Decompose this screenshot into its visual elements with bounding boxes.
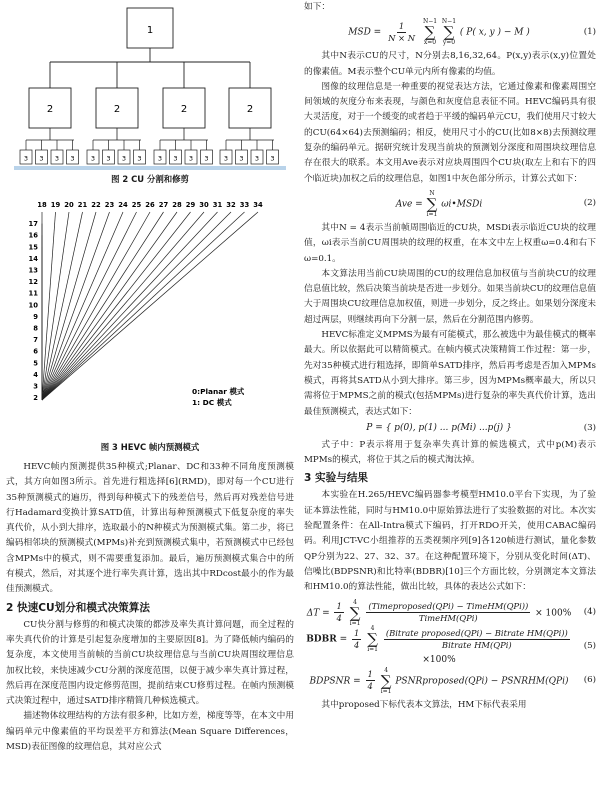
cu-node-root-label: 1 xyxy=(146,25,154,36)
cu-node-level3-label: 3 xyxy=(23,154,29,163)
section-2-heading: 2 快速CU划分和模式决策算法 xyxy=(6,601,150,614)
right-column xyxy=(302,0,600,801)
mode-label: 20 xyxy=(64,201,74,209)
mode-label: 2 xyxy=(33,394,38,403)
mode-ray xyxy=(42,212,110,400)
paragraph-msd-intro: 描述物体纹理结构的方法有很多种，比如方差，梯度等等，在本文中用编码单元中像素值的平均误差平方和算法(Mean Square Differences，MSD)表征图像的纹理信息，其对应公式 xyxy=(6,711,294,753)
section-3-heading: 3 实验与结果 xyxy=(304,472,369,485)
mode-label: 7 xyxy=(33,336,38,345)
paragraph-last: 其中proposed下标代表本文算法，HM下标代表采用 xyxy=(321,699,527,710)
equation-3: P = { p(0), p(1) ... p(Mi) ...p(j) } (3) xyxy=(366,423,596,434)
cu-node-level3-label: 3 xyxy=(204,154,209,163)
mode-ray xyxy=(42,212,258,400)
legend-planar: 0:Planar 模式 xyxy=(192,387,245,396)
cu-node-level2-label: 2 xyxy=(180,104,188,115)
mode-ray xyxy=(42,212,191,400)
mode-label: 33 xyxy=(239,201,250,209)
mode-ray xyxy=(42,212,123,400)
cu-node-level3-label: 3 xyxy=(239,154,244,163)
mode-label: 8 xyxy=(33,324,38,333)
mode-label: 23 xyxy=(104,201,115,209)
paragraph-eq2-explain: 其中N = 4表示当前帧周围临近的CU块，MSDi表示临近CU块的纹理值，ωi表示当前CU周围块的纹理的权重，在本文中左上权重ω=0.4和右下ω=0.1。 xyxy=(304,222,596,264)
paragraph-cu-fast: CU快分割与修剪的和模式决策的都涉及率失真计算问题，而全过程的率失真代价的计算是引起复杂度增加的主要原因[8]。为了降低帧内编码的复杂度，本文使用当前帧的当前CU块纹理信息与当前CU块周围纹理信息加权比较，来快速减少CU分割的深度范围，以便于减少率失真计算过程，然后再在深度范围内设定修剪范围，提前结束CU修剪过程。在帧内预测模式决策过程中，通过SATD排序精简几种候选模式。 xyxy=(6,619,294,707)
mode-label: 34 xyxy=(253,201,263,209)
mode-ray xyxy=(42,212,218,400)
cu-tree-diagram xyxy=(6,0,294,172)
mode-label: 6 xyxy=(33,347,38,356)
cu-node-level3-label: 3 xyxy=(39,154,44,163)
mode-ray xyxy=(42,212,56,400)
mode-label: 16 xyxy=(28,231,38,240)
mode-ray xyxy=(42,212,69,400)
mode-ray xyxy=(42,212,245,400)
mode-label: 3 xyxy=(33,382,38,391)
cu-node-level3-label: 3 xyxy=(106,154,111,163)
cu-node-level2-label: 2 xyxy=(113,104,121,115)
mode-label: 22 xyxy=(91,201,101,209)
mode-label: 31 xyxy=(212,201,223,209)
mode-label: 29 xyxy=(185,201,196,209)
equation-4: ΔT = $\frac{1}{4}$ 4 ∑ i=1 $\frac{\text{(Timeproposed(QPi) − TimeHM(QPi))}}{\text{TimeHM(QPi)}}$ × 100% (4) xyxy=(306,598,596,627)
cu-node-level3-label: 3 xyxy=(157,154,163,163)
mode-ray xyxy=(42,212,231,400)
cu-node-level2-label: 2 xyxy=(46,104,54,115)
figure-2-caption: 图 2 CU 分割和修剪 xyxy=(111,174,189,184)
intra-mode-diagram xyxy=(6,188,294,446)
figure-3-caption: 图 3 HEVC 帧内预测模式 xyxy=(100,442,200,452)
paragraph-mpms: HEVC标准定义MPMS为最有可能模式，那么被选中为最佳模式的概率最大。所以依据此可以精简模式。在帧内模式决策精简工作过程：第一步，先对35种模式进行粗选择，即简单SATD排序，然后再考虑是否加入MPMs模式，再将其SATD从小到大排序。第三步，因为MPMs概率最大，所以只需将位于MPMS之前的模式(包括MPMs)进行复杂的率失真代价计算，选出最佳预测模式，表达式如下： xyxy=(304,330,596,417)
mode-label: 12 xyxy=(28,278,38,287)
figure-intra-modes xyxy=(6,188,294,460)
figure-2-baseline xyxy=(14,166,286,170)
cu-node-level3-label: 3 xyxy=(121,154,127,163)
mode-label: 11 xyxy=(28,289,38,298)
mode-label: 32 xyxy=(226,201,236,209)
mode-label: 19 xyxy=(50,201,61,209)
equation-2: Ave = N ∑ i=1 ωi•MSDi (2) xyxy=(395,189,596,218)
legend-dc: 1: DC 模式 xyxy=(192,398,232,407)
mode-ray xyxy=(42,212,204,400)
mode-label: 14 xyxy=(28,254,38,263)
mode-label: 21 xyxy=(77,201,88,209)
cu-node-level3-label: 3 xyxy=(173,154,178,163)
mode-label: 25 xyxy=(131,201,142,209)
equation-6: BDPSNR = $\frac{1}{4}$ 4 ∑ i=1 PSNRproposed(QPi) − PSNRHM(QPi) (6) xyxy=(309,666,596,695)
mode-label: 4 xyxy=(33,370,38,379)
mode-label: 30 xyxy=(199,201,209,209)
mode-label: 28 xyxy=(172,201,182,209)
mode-label: 27 xyxy=(158,201,169,209)
mode-label: 15 xyxy=(28,243,38,252)
paragraph-rmd: HEVC帧内预测提供35种模式;Planar、DC和33种不同角度预测模式，其方向如图3所示。首先进行粗选择[6](RMD)，即对每一个CU进行35种预测模式的遍历，得到每种模式下的残差信号，然后再对残差信号进行Hadamard变换计算SATD值，计算出每种预测模式下低复杂度的率失真代价，从小到大排序，选取最小的N种模式为预测模式集。第二步，将已编码相邻块的预测模式(MPMs)补充到预测模式集中，若预测模式中已经包含MPMs中的模式，则不需要重复添加。最后，遍历预测模式集合中的所有模式，然后，对其逐个进行率失真计算，选出其中RDcost最小的作为最佳预测模式。 xyxy=(6,462,294,595)
equation-1: MSD = $\frac{1}{N \times N}$ N−1 ∑ x=0 N−1 ∑ y=0 ( P( x, y ) − M ) (1) xyxy=(348,18,596,47)
paragraph-eq3-explain: 式子中：P表示将用于复杂率失真计算的候选模式，式中p(M)表示MPMs的模式，将位于其之后的模式淘汰掉。 xyxy=(304,439,596,466)
cu-node-level3-label: 3 xyxy=(188,154,194,163)
mode-label: 18 xyxy=(37,201,47,209)
mode-ray xyxy=(42,212,137,400)
cu-node-level3-label: 3 xyxy=(270,154,275,163)
figure-cu-split xyxy=(6,0,294,186)
mode-label: 9 xyxy=(33,312,38,321)
mode-ray xyxy=(42,212,164,400)
cu-node-level3-label: 3 xyxy=(54,154,60,163)
cu-node-level3-label: 3 xyxy=(223,154,229,163)
paragraph-intro: 如下： xyxy=(304,2,331,12)
mode-ray xyxy=(42,212,96,400)
mode-label: 24 xyxy=(118,201,128,209)
cu-node-level2-label: 2 xyxy=(246,104,254,115)
mode-label: 5 xyxy=(33,359,38,368)
mode-ray xyxy=(42,212,150,400)
mode-label: 10 xyxy=(28,301,38,310)
paragraph-experiment: 本实验在H.265/HEVC编码器参考模型HM10.0平台下实现，为了验证本算法性能，同时与HM10.0中原始算法进行了实验数据的对比。本次实验配置条件：在All-Intra模式下编码，打开RDO开关，使用CABAC编码码。利用JCT-VC小组推荐的五类视频序列[9]各120帧进行测试，量化参数QP分别为22、27、32、37。在这种配置环境下，分别从变化时间(ΔT)、信噪比(BDPSNR)和比特率(BDBR)[10]三个方面比较，分别测定本文算法和HM10.0的算法性能，做出比较，具体的表达公式如下： xyxy=(304,490,596,593)
equation-5: BDBR = $\frac{1}{4}$ 4 ∑ i=1 $\frac{\text{(Bitrate proposed(QPi) − Bitrate HM(QPi))}}{\text{Bitrate HM(QPi)}}$ ×100% (5) xyxy=(306,625,596,665)
cu-node-level3-label: 3 xyxy=(137,154,142,163)
paragraph-texture: 图像的纹理信息是一种重要的视觉表达方法，它通过像素和像素周围空间领域的灰度分布来表现，与颜色和灰度信息表征不同。HEVC编码具有很大灵活度，对于一个缓变的或者趋于平缓的编码单元CU，我们使用尺寸较大的CU(64×64)去预测编码；相反，使用尺寸小的CU(比如8×8)去预测纹理复杂的编码单元。据研究统计发现当前块的预测划分深度和周围块纹理信息存在很大的联系。本文用Ave表示对应块周围四个CU块(取左上和右下的四个临近块)加权之后的纹理信息，如图1中灰色部分所示，计算公式如下： xyxy=(304,81,596,184)
cu-node-level3-label: 3 xyxy=(254,154,260,163)
paragraph-eq1-explain: 其中N表示CU的尺寸，N分别去8,16,32,64。P(x,y)表示(x,y)位置处的像素值。M表示整个CU单元内所有像素的均值。 xyxy=(304,51,596,77)
mode-label: 17 xyxy=(28,220,38,229)
mode-label: 26 xyxy=(145,201,155,209)
cu-node-level3-label: 3 xyxy=(70,154,75,163)
mode-label: 13 xyxy=(28,266,38,275)
cu-node-level3-label: 3 xyxy=(90,154,96,163)
paragraph-method: 本文算法用当前CU块周围的CU的纹理信息加权值与当前块CU的纹理信息值比较，然后决策当前块是否进一步划分。如果当前块CU的纹理信息值大于周围块CU纹理信息加权值，则进一步划分，反之终止。如果划分深度未超过两层，则继续再向下分割一层，然后在分割范围内修剪。 xyxy=(304,268,596,325)
